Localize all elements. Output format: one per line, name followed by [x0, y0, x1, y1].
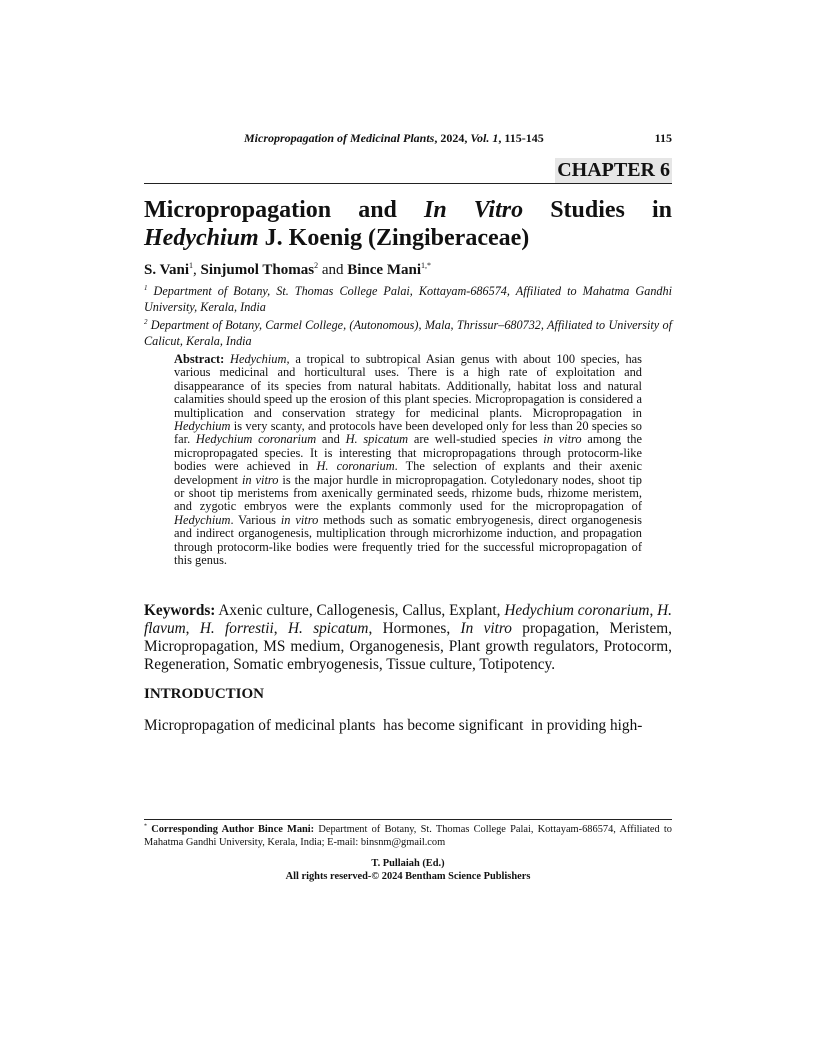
title-genus: Hedychium [144, 225, 259, 251]
author-sep: , [193, 262, 201, 278]
paper-title [144, 196, 672, 252]
affiliation [144, 284, 672, 315]
author-sep: and [318, 262, 348, 278]
editor-line: T. Pullaiah (Ed.) [371, 858, 445, 869]
author-name: Bince Mani [347, 262, 421, 278]
title-word: Studies [550, 197, 625, 223]
keywords-text-segment: In vitro [460, 619, 512, 637]
author-list [144, 261, 672, 279]
author-name: S. Vani [144, 262, 190, 278]
page-number: 115 [654, 131, 672, 145]
affil-mark: 1 [144, 283, 148, 292]
abstract-text-segment: is the major hurdle in micropropagation. Cotyledonary nodes, shoot tip or shoot tip meristems from axenically germinated seeds, rhizome buds, rhizome meristem, and zygotic embryos were the explants commonly used for the micropropagation of [174, 472, 642, 514]
author-name: Sinjumol Thomas [200, 262, 315, 278]
title-rest: J. Koenig (Zingiberaceae) [258, 225, 530, 251]
keywords-text-segment: , [649, 601, 658, 619]
footnote-mark: * [144, 823, 147, 830]
section-heading: INTRODUCTION [144, 685, 265, 702]
abstract-text-segment: . Various [230, 512, 281, 527]
abstract-text-segment: among the micropropagated species. It is interesting that micropropagations through protocorm-like bodies were achieved in [174, 432, 642, 474]
author-affil-mark: 2 [314, 261, 319, 270]
abstract-text-segment: Hedychium coronarium [195, 432, 317, 447]
title-line-1 [144, 196, 672, 224]
chapter-label: CHAPTER 6 [557, 159, 670, 181]
footnote-divider [144, 819, 672, 820]
abstract-text-segment: Hedychium [174, 512, 231, 527]
title-word: in [651, 197, 672, 223]
chapter-row [144, 158, 672, 183]
abstract-text-segment: Hedychium [174, 419, 231, 434]
keywords [144, 602, 672, 674]
footnote-label: Corresponding Author Bince Mani: [151, 824, 315, 835]
keywords-text-segment: , [273, 619, 288, 637]
abstract-text-segment: in vitro [543, 432, 582, 447]
author-affil-mark: 1 [189, 261, 194, 270]
keywords-text-segment: , [185, 619, 200, 637]
title-word: Vitro [473, 197, 524, 223]
keywords-text-segment: H. flavum [144, 601, 672, 637]
abstract-label: Abstract: [174, 352, 225, 366]
year: , 2024, [434, 131, 471, 145]
abstract-text-segment: Hedychium, [230, 352, 290, 366]
keywords-text-segment: , Hormones, [368, 619, 461, 637]
page-range: , 115-145 [498, 131, 544, 145]
footnote-text: Department of Botany, St. Thomas College Palai, Kottayam-686574, Affiliated to Mahatma Gandhi University, Kerala, India; E-mail: binsnm@gmail.com [144, 824, 672, 848]
keywords-label: Keywords: [144, 601, 216, 619]
title-word: and [358, 197, 397, 223]
keywords-text-segment: Hedychium coronarium [504, 601, 650, 619]
page-footer [144, 819, 672, 883]
abstract-text-segment: methods such as somatic embryogenesis, direct organogenesis and indirect organogenesis, multiplication through microrhizome induction, and propagation through protocorm-like bodies were frequently tried for the successful micropropagation of this genus. [174, 512, 642, 568]
running-header [144, 131, 672, 146]
affil-text: Department of Botany, St. Thomas College Palai, Kottayam-686574, Affiliated to Mahatma Gandhi University, Kerala, India [144, 284, 672, 314]
volume: Vol. 1 [470, 131, 499, 145]
abstract-text-segment: are well-studied species [408, 432, 544, 447]
keywords-text-segment: H. forrestii [199, 619, 274, 637]
body-paragraph: Micropropagation of medicinal plants has become significant in providing high- [144, 716, 643, 734]
title-line-2 [144, 224, 672, 252]
abstract-text-segment: . The selection of explants and their axenic development [174, 459, 642, 487]
abstract-text-segment: and [316, 432, 346, 447]
title-word: Micropropagation [144, 197, 332, 223]
page-column [144, 131, 672, 735]
abstract-text-segment: in vitro [280, 512, 319, 527]
affiliation [144, 318, 672, 349]
abstract-text-segment: in vitro [241, 472, 279, 487]
header-divider [144, 183, 672, 184]
footnote [144, 823, 672, 849]
publisher-info [144, 857, 672, 883]
journal-citation [244, 131, 544, 146]
affil-mark: 2 [144, 317, 148, 326]
copyright-line: All rights reserved-© 2024 Bentham Science Publishers [285, 871, 531, 882]
keywords-text-segment: propagation, Meristem, Micropropagation, MS medium, Organogenesis, Plant growth regulators, Protocorm, Regeneration, Somatic embryogenesis, Tissue culture, Totipotency. [144, 619, 672, 673]
author-affil-mark: 1,* [420, 261, 431, 270]
keywords-text-segment: H. spicatum [287, 619, 369, 637]
affil-text: Department of Botany, Carmel College, (Autonomous), Mala, Thrissur–680732, Affiliated to University of Calicut, Kerala, India [144, 318, 672, 348]
journal-name: Micropropagation of Medicinal Plants [244, 131, 435, 145]
abstract [174, 353, 642, 568]
abstract-text-segment: is very scanty, and protocols have been developed only for less than 20 species so far. [174, 419, 642, 447]
abstract-text-segment: H. spicatum [345, 432, 409, 447]
abstract-text-segment: H. coronarium [316, 459, 395, 474]
abstract-text-segment: a tropical to subtropical Asian genus with about 100 species, has various medicinal and horticultural uses. There is a high rate of exploitation and disappearance of its species from natural habitats. Additionally, habitat loss and natural calamities should speed up the erosion of this plant species. Micropropagation is considered a multiplication and conservation strategy for medicinal plants. Micropropagation in [174, 352, 642, 420]
title-word: In [423, 197, 447, 223]
keywords-text-segment: Axenic culture, Callogenesis, Callus, Explant, [215, 601, 505, 619]
